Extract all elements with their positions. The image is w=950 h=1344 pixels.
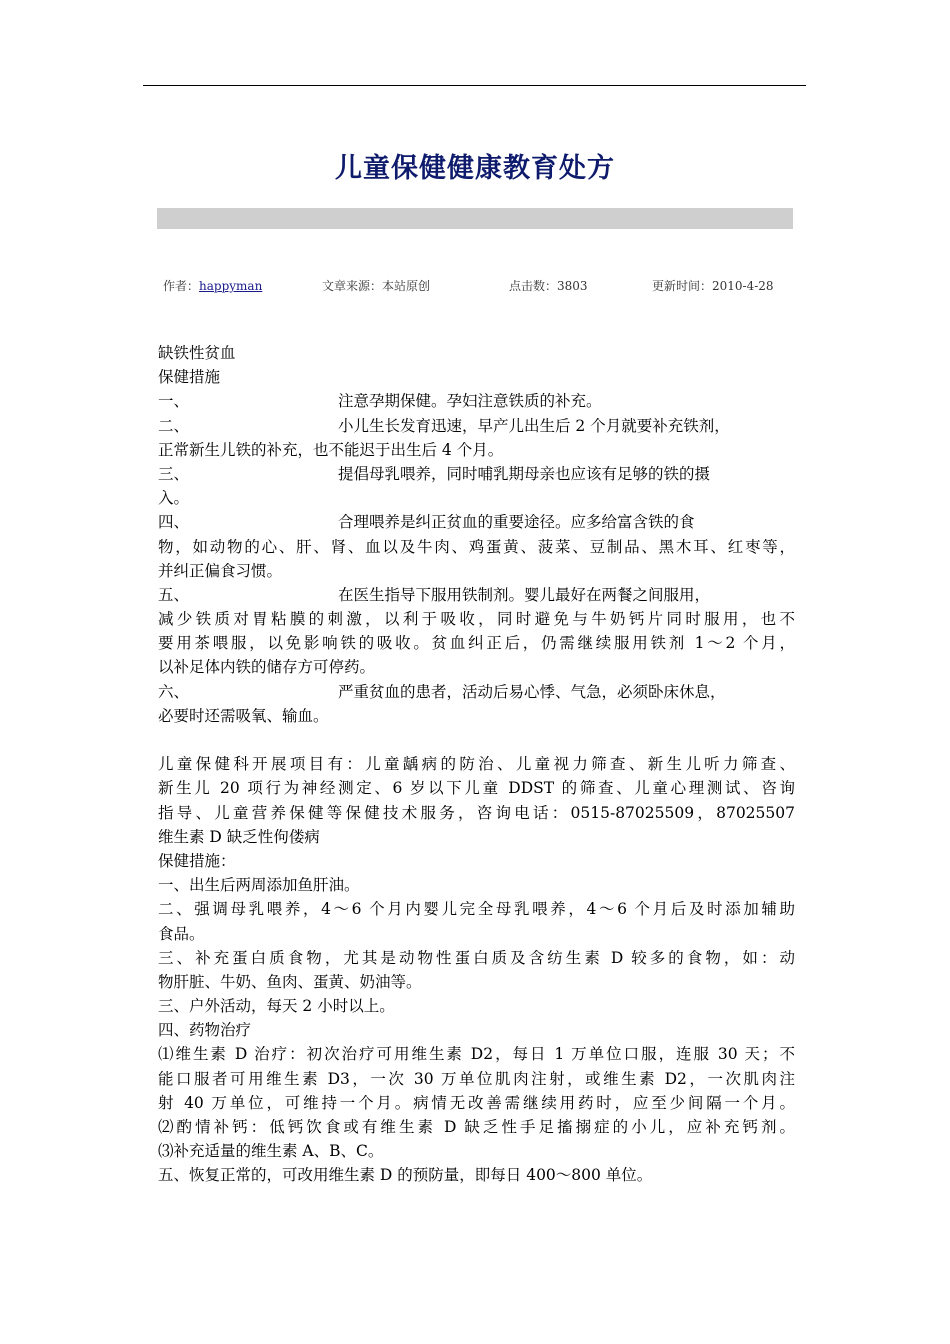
author-link[interactable]: happyman xyxy=(199,279,263,293)
article-line: 并纠正偏食习惯。 xyxy=(158,561,283,580)
list-number: 三、 xyxy=(158,464,190,483)
article-line: 能口服者可用维生素 D3，一次 30 万单位肌肉注射，或维生素 D2，一次肌肉注 xyxy=(158,1069,795,1088)
meta-updated: 更新时间：2010-4-28 xyxy=(652,279,774,293)
page-title: 儿童保健健康教育处方 xyxy=(335,153,615,184)
article-line: 一、出生后两周添加鱼肝油。 xyxy=(158,876,360,895)
article-line: 射 40 万单位，可维持一个月。病情无改善需继续用药时，应至少间隔一个月。 xyxy=(158,1093,795,1112)
top-rule xyxy=(143,85,806,86)
line-text: 严重贫血的患者，活动后易心悸、气急，必须卧床休息， xyxy=(338,682,726,701)
article-body xyxy=(158,341,795,1188)
article-line xyxy=(158,389,795,413)
meta-author xyxy=(163,277,262,294)
line-text: 提倡母乳喂养，同时哺乳期母亲也应该有足够的铁的摄 xyxy=(338,464,711,483)
line-text: 在医生指导下服用铁制剂。婴儿最好在两餐之间服用， xyxy=(338,585,711,604)
list-number: 一、 xyxy=(158,392,190,411)
article-line: 二、强调母乳喂养，4～6 个月内婴儿完全母乳喂养，4～6 个月后及时添加辅助 xyxy=(158,900,795,919)
article-line: ⑶补充适量的维生素 A、B、C。 xyxy=(158,1142,384,1161)
article-line: 五、恢复正常的，可改用维生素 D 的预防量，即每日 400～800 单位。 xyxy=(158,1166,653,1185)
meta-clicks: 点击数：3803 xyxy=(509,279,588,293)
article-line xyxy=(158,728,795,752)
article-line: 食品。 xyxy=(158,924,205,943)
line-text: 注意孕期保健。孕妇注意铁质的补充。 xyxy=(338,392,602,411)
line-text: 合理喂养是纠正贫血的重要途径。应多给富含铁的食 xyxy=(338,513,695,532)
article-line xyxy=(158,680,795,704)
article-line: 要用茶喂服，以免影响铁的吸收。贫血纠正后，仍需继续服用铁剂 1～2 个月， xyxy=(158,634,795,653)
article-line: 减少铁质对胃粘膜的刺激，以利于吸收，同时避免与牛奶钙片同时服用，也不 xyxy=(158,610,795,629)
article-line: 三、户外活动，每天 2 小时以上。 xyxy=(158,997,395,1016)
article-line: 三、补充蛋白质食物，尤其是动物性蛋白质及含纺生素 D 较多的食物，如：动 xyxy=(158,948,795,967)
article-line: 必要时还需吸氧、输血。 xyxy=(158,706,329,725)
meta-author-label: 作者： xyxy=(163,279,200,293)
article-line: 入。 xyxy=(158,489,190,508)
meta-source: 文章来源：本站原创 xyxy=(322,279,431,293)
list-number: 四、 xyxy=(158,513,190,532)
article-line: 物肝脏、牛奶、鱼肉、蛋黄、奶油等。 xyxy=(158,972,422,991)
article-line: 维生素 D 缺乏性佝偻病 xyxy=(158,827,320,846)
list-number: 二、 xyxy=(158,416,190,435)
title-separator-bar xyxy=(157,208,793,229)
article-line xyxy=(158,510,795,534)
article-line: 指导、儿童营养保健等保健技术服务，咨询电话：0515-87025509，87025507 xyxy=(158,803,795,822)
list-number: 六、 xyxy=(158,682,190,701)
article-line: 正常新生儿铁的补充，也不能迟于出生后 4 个月。 xyxy=(158,440,504,459)
article-line: 四、药物治疗 xyxy=(158,1021,252,1040)
article-line: 保健措施 xyxy=(158,368,221,387)
article-line: 以补足体内铁的储存方可停药。 xyxy=(158,658,376,677)
line-text: 小儿生长发育迅速，早产儿出生后 2 个月就要补充铁剂， xyxy=(338,416,730,435)
article-line: 新生儿 20 项行为神经测定、6 岁以下儿童 DDST 的筛查、儿童心理测试、咨询 xyxy=(158,779,795,798)
article-line xyxy=(158,414,795,438)
article-line: ⑴维生素 D 治疗：初次治疗可用维生素 D2，每日 1 万单位口服，连服 30 天；不 xyxy=(158,1045,795,1064)
article-line xyxy=(158,583,795,607)
article-line: 物，如动物的心、肝、肾、血以及牛肉、鸡蛋黄、菠菜、豆制品、黑木耳、红枣等， xyxy=(158,537,795,556)
article-line xyxy=(158,462,795,486)
article-line: ⑵酌情补钙：低钙饮食或有维生素 D 缺乏性手足搐搦症的小儿，应补充钙剂。 xyxy=(158,1118,795,1136)
list-number: 五、 xyxy=(158,585,190,604)
article-line: 保健措施： xyxy=(158,851,236,870)
article-line: 缺铁性贫血 xyxy=(158,344,236,362)
article-line: 儿童保健科开展项目有：儿童龋病的防治、儿童视力筛查、新生儿听力筛查、 xyxy=(158,755,795,774)
